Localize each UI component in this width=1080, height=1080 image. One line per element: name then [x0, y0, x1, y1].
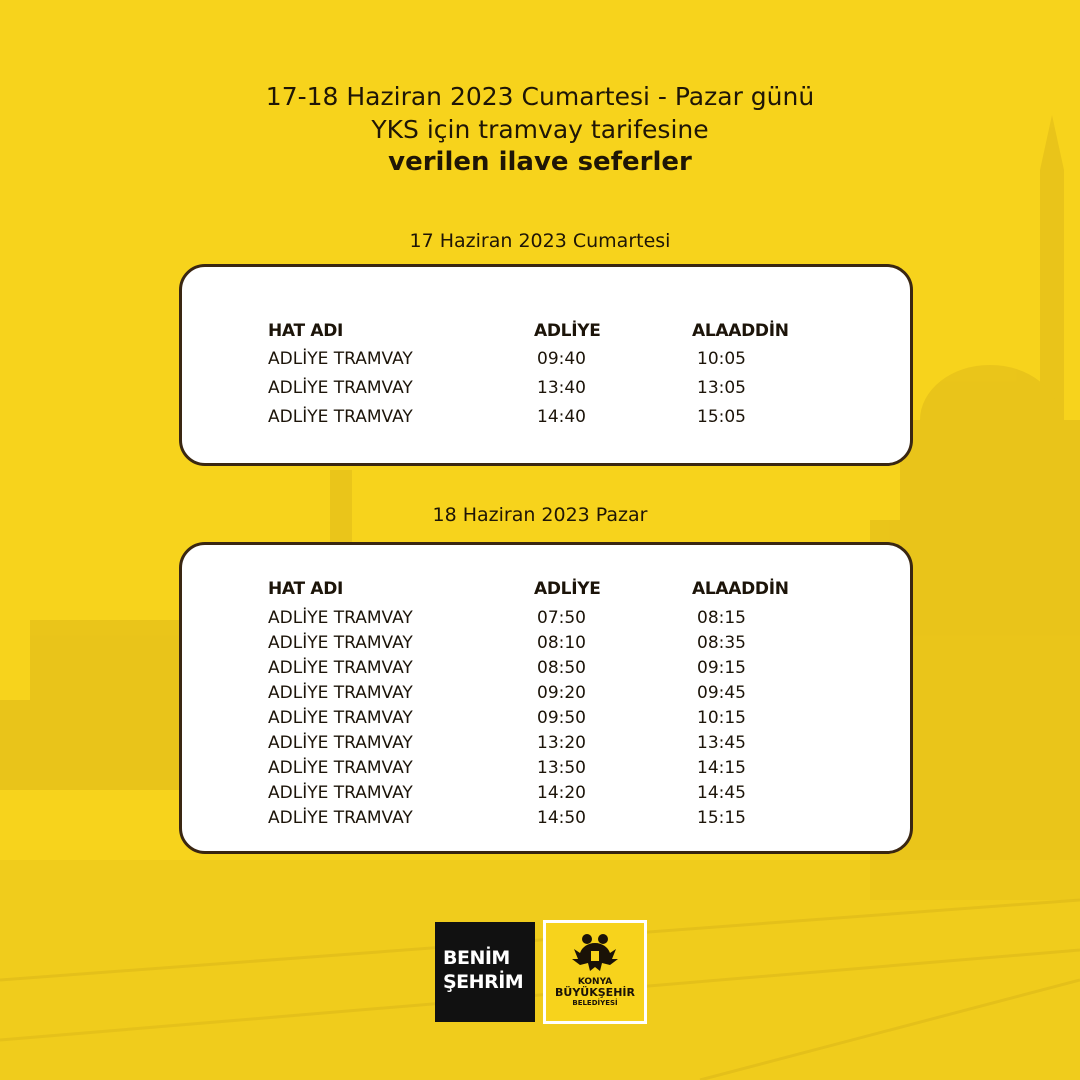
table-row [182, 658, 910, 683]
konya-logo-line-3: BELEDİYESİ [572, 999, 618, 1007]
line-name-cell: ADLİYE TRAMVAY [268, 349, 413, 369]
benim-logo-line-1: BENİM [443, 947, 510, 969]
line-name-cell: ADLİYE TRAMVAY [268, 783, 413, 803]
line-name-cell: ADLİYE TRAMVAY [268, 733, 413, 753]
adliye-time-cell: 08:10 [537, 633, 586, 653]
table-row [182, 407, 910, 432]
table-row [182, 633, 910, 658]
day1-schedule-card [179, 264, 913, 466]
table-header [182, 321, 910, 346]
col-alaaddin-header: ALAADDİN [692, 321, 789, 341]
adliye-time-cell: 09:50 [537, 708, 586, 728]
table-row [182, 758, 910, 783]
line-name-cell: ADLİYE TRAMVAY [268, 378, 413, 398]
day2-title: 18 Haziran 2023 Pazar [432, 504, 648, 526]
line-name-cell: ADLİYE TRAMVAY [268, 407, 413, 427]
headline [0, 80, 1080, 179]
table-row [182, 808, 910, 833]
headline-line-3: verilen ilave seferler [388, 147, 692, 177]
alaaddin-time-cell: 15:15 [697, 808, 746, 828]
line-name-cell: ADLİYE TRAMVAY [268, 683, 413, 703]
table-row [182, 349, 910, 374]
konya-logo-line-1: KONYA [577, 977, 613, 987]
headline-line-2: YKS için tramvay tarifesine [371, 115, 709, 144]
table-row [182, 378, 910, 403]
adliye-time-cell: 14:20 [537, 783, 586, 803]
alaaddin-time-cell: 09:45 [697, 683, 746, 703]
col-alaaddin-header: ALAADDİN [692, 579, 789, 599]
table-row [182, 783, 910, 808]
headline-line-1: 17-18 Haziran 2023 Cumartesi - Pazar günü [265, 82, 815, 111]
table-row [182, 683, 910, 708]
col-adliye-header: ADLİYE [534, 321, 601, 341]
table-row [182, 608, 910, 633]
alaaddin-time-cell: 13:05 [697, 378, 746, 398]
adliye-time-cell: 08:50 [537, 658, 586, 678]
alaaddin-time-cell: 14:45 [697, 783, 746, 803]
col-line-header: HAT ADI [268, 579, 344, 599]
line-name-cell: ADLİYE TRAMVAY [268, 608, 413, 628]
adliye-time-cell: 14:50 [537, 808, 586, 828]
table-row [182, 733, 910, 758]
alaaddin-time-cell: 08:15 [697, 608, 746, 628]
alaaddin-time-cell: 08:35 [697, 633, 746, 653]
day1-title: 17 Haziran 2023 Cumartesi [409, 230, 671, 252]
alaaddin-time-cell: 13:45 [697, 733, 746, 753]
adliye-time-cell: 13:50 [537, 758, 586, 778]
line-name-cell: ADLİYE TRAMVAY [268, 758, 413, 778]
adliye-time-cell: 09:20 [537, 683, 586, 703]
adliye-time-cell: 09:40 [537, 349, 586, 369]
alaaddin-time-cell: 09:15 [697, 658, 746, 678]
col-adliye-header: ADLİYE [534, 579, 601, 599]
table-header [182, 579, 910, 604]
adliye-time-cell: 13:20 [537, 733, 586, 753]
benim-logo-line-2: ŞEHRİM [443, 971, 524, 993]
alaaddin-time-cell: 10:05 [697, 349, 746, 369]
day2-schedule-card [179, 542, 913, 854]
adliye-time-cell: 13:40 [537, 378, 586, 398]
table-row [182, 708, 910, 733]
line-name-cell: ADLİYE TRAMVAY [268, 808, 413, 828]
line-name-cell: ADLİYE TRAMVAY [268, 633, 413, 653]
konya-logo-line-2: BÜYÜKŞEHİR [555, 986, 635, 999]
line-name-cell: ADLİYE TRAMVAY [268, 658, 413, 678]
adliye-time-cell: 14:40 [537, 407, 586, 427]
adliye-time-cell: 07:50 [537, 608, 586, 628]
col-line-header: HAT ADI [268, 321, 344, 341]
benim-sehrim-logo [435, 922, 535, 1022]
alaaddin-time-cell: 10:15 [697, 708, 746, 728]
line-name-cell: ADLİYE TRAMVAY [268, 708, 413, 728]
alaaddin-time-cell: 14:15 [697, 758, 746, 778]
double-headed-eagle-icon [570, 929, 620, 975]
konya-buyuksehir-logo [543, 920, 647, 1024]
alaaddin-time-cell: 15:05 [697, 407, 746, 427]
